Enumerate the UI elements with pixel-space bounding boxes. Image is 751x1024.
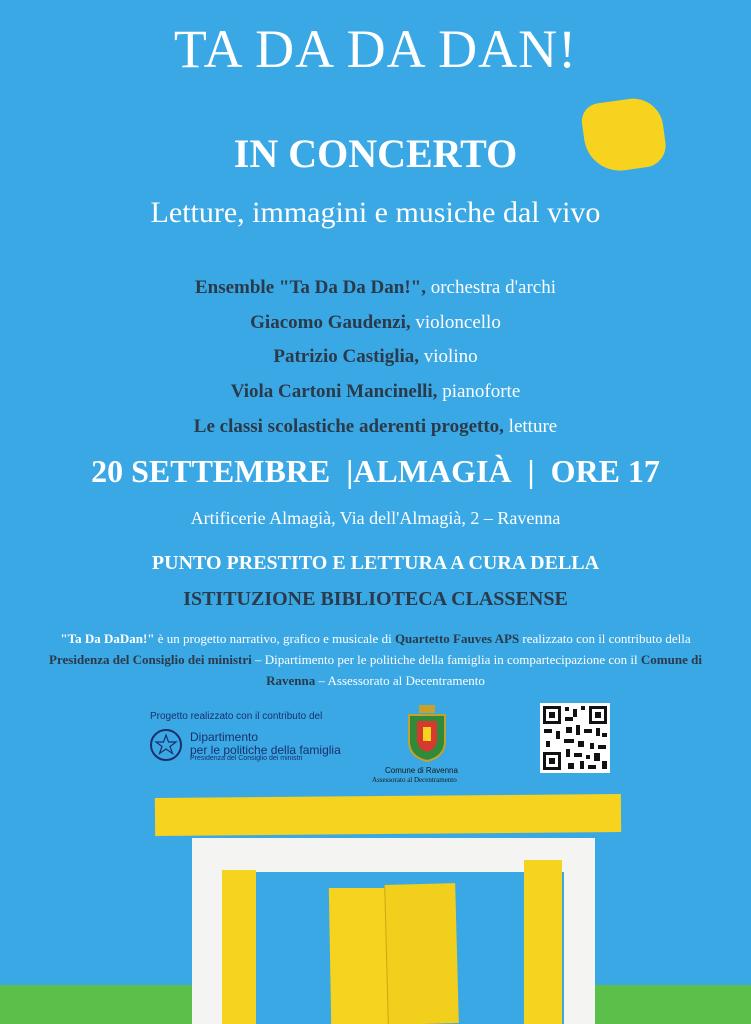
desc-text: è un progetto narrativo, grafico e musicale di bbox=[154, 631, 395, 646]
department-name-line-1: Dipartimento bbox=[190, 730, 259, 744]
library-line-2: ISTITUZIONE BIBLIOTECA CLASSENSE bbox=[183, 588, 568, 610]
house-door-left bbox=[329, 888, 389, 1024]
desc-text: realizzato con il contributo della bbox=[519, 631, 691, 646]
credit-line bbox=[0, 346, 751, 368]
credit-name: Patrizio Castiglia, bbox=[273, 346, 420, 367]
credit-line bbox=[0, 277, 751, 299]
coat-of-arms-icon bbox=[405, 703, 449, 763]
emblem-icon bbox=[150, 729, 182, 761]
desc-project-name: "Ta Da DaDan!" bbox=[60, 631, 155, 646]
credit-role: violino bbox=[419, 346, 478, 367]
credit-name: Viola Cartoni Mancinelli, bbox=[230, 381, 438, 402]
poster-tagline: Letture, immagini e musiche dal vivo bbox=[150, 196, 601, 229]
library-line-1: PUNTO PRESTITO E LETTURA A CURA DELLA bbox=[151, 552, 600, 574]
house-roof bbox=[155, 794, 621, 836]
credit-name: Ensemble "Ta Da Da Dan!", bbox=[194, 277, 426, 298]
credit-line bbox=[0, 416, 751, 438]
event-venue: Artificerie Almagià, Via dell'Almagià, 2 – Ravenna bbox=[190, 508, 561, 528]
house-shutter-left bbox=[222, 870, 256, 1024]
department-logo-caption: Progetto realizzato con il contributo del bbox=[150, 711, 323, 722]
qr-code-icon[interactable] bbox=[540, 703, 610, 773]
poster-subtitle: IN CONCERTO bbox=[233, 131, 518, 176]
department-subtitle: Presidenza del Consiglio dei ministri bbox=[190, 755, 303, 762]
office-caption: Assessorato al Decentramento bbox=[372, 776, 457, 784]
desc-text: – Assessorato al Decentramento bbox=[315, 673, 485, 688]
house-door-right bbox=[384, 883, 459, 1024]
credit-role: orchestra d'archi bbox=[425, 277, 557, 298]
municipality-caption: Comune di Ravenna bbox=[385, 766, 458, 775]
desc-text: – Dipartimento per le politiche della famiglia in compartecipazione con il bbox=[251, 652, 641, 667]
house-shutter-right bbox=[524, 860, 562, 1024]
credit-name: Le classi scolastiche aderenti progetto, bbox=[193, 416, 504, 437]
credit-line bbox=[0, 312, 751, 334]
desc-municipality: Comune di Ravenna bbox=[266, 652, 702, 688]
department-logo bbox=[150, 711, 360, 771]
event-date-line: 20 SETTEMBRE |ALMAGIÀ | ORE 17 bbox=[91, 453, 660, 489]
credit-name: Giacomo Gaudenzi, bbox=[250, 312, 411, 333]
project-description bbox=[40, 628, 711, 691]
department-name bbox=[190, 731, 341, 757]
desc-presidency: Presidenza del Consiglio dei ministri bbox=[49, 652, 252, 667]
credit-role: pianoforte bbox=[437, 381, 521, 402]
poster-title: TA DA DA DAN! bbox=[173, 19, 578, 79]
credit-role: letture bbox=[503, 416, 558, 437]
credit-line bbox=[0, 381, 751, 403]
desc-org: Quartetto Fauves APS bbox=[394, 631, 520, 646]
department-name-line-2: per le politiche della famiglia bbox=[190, 743, 341, 757]
credit-role: violoncello bbox=[410, 312, 501, 333]
